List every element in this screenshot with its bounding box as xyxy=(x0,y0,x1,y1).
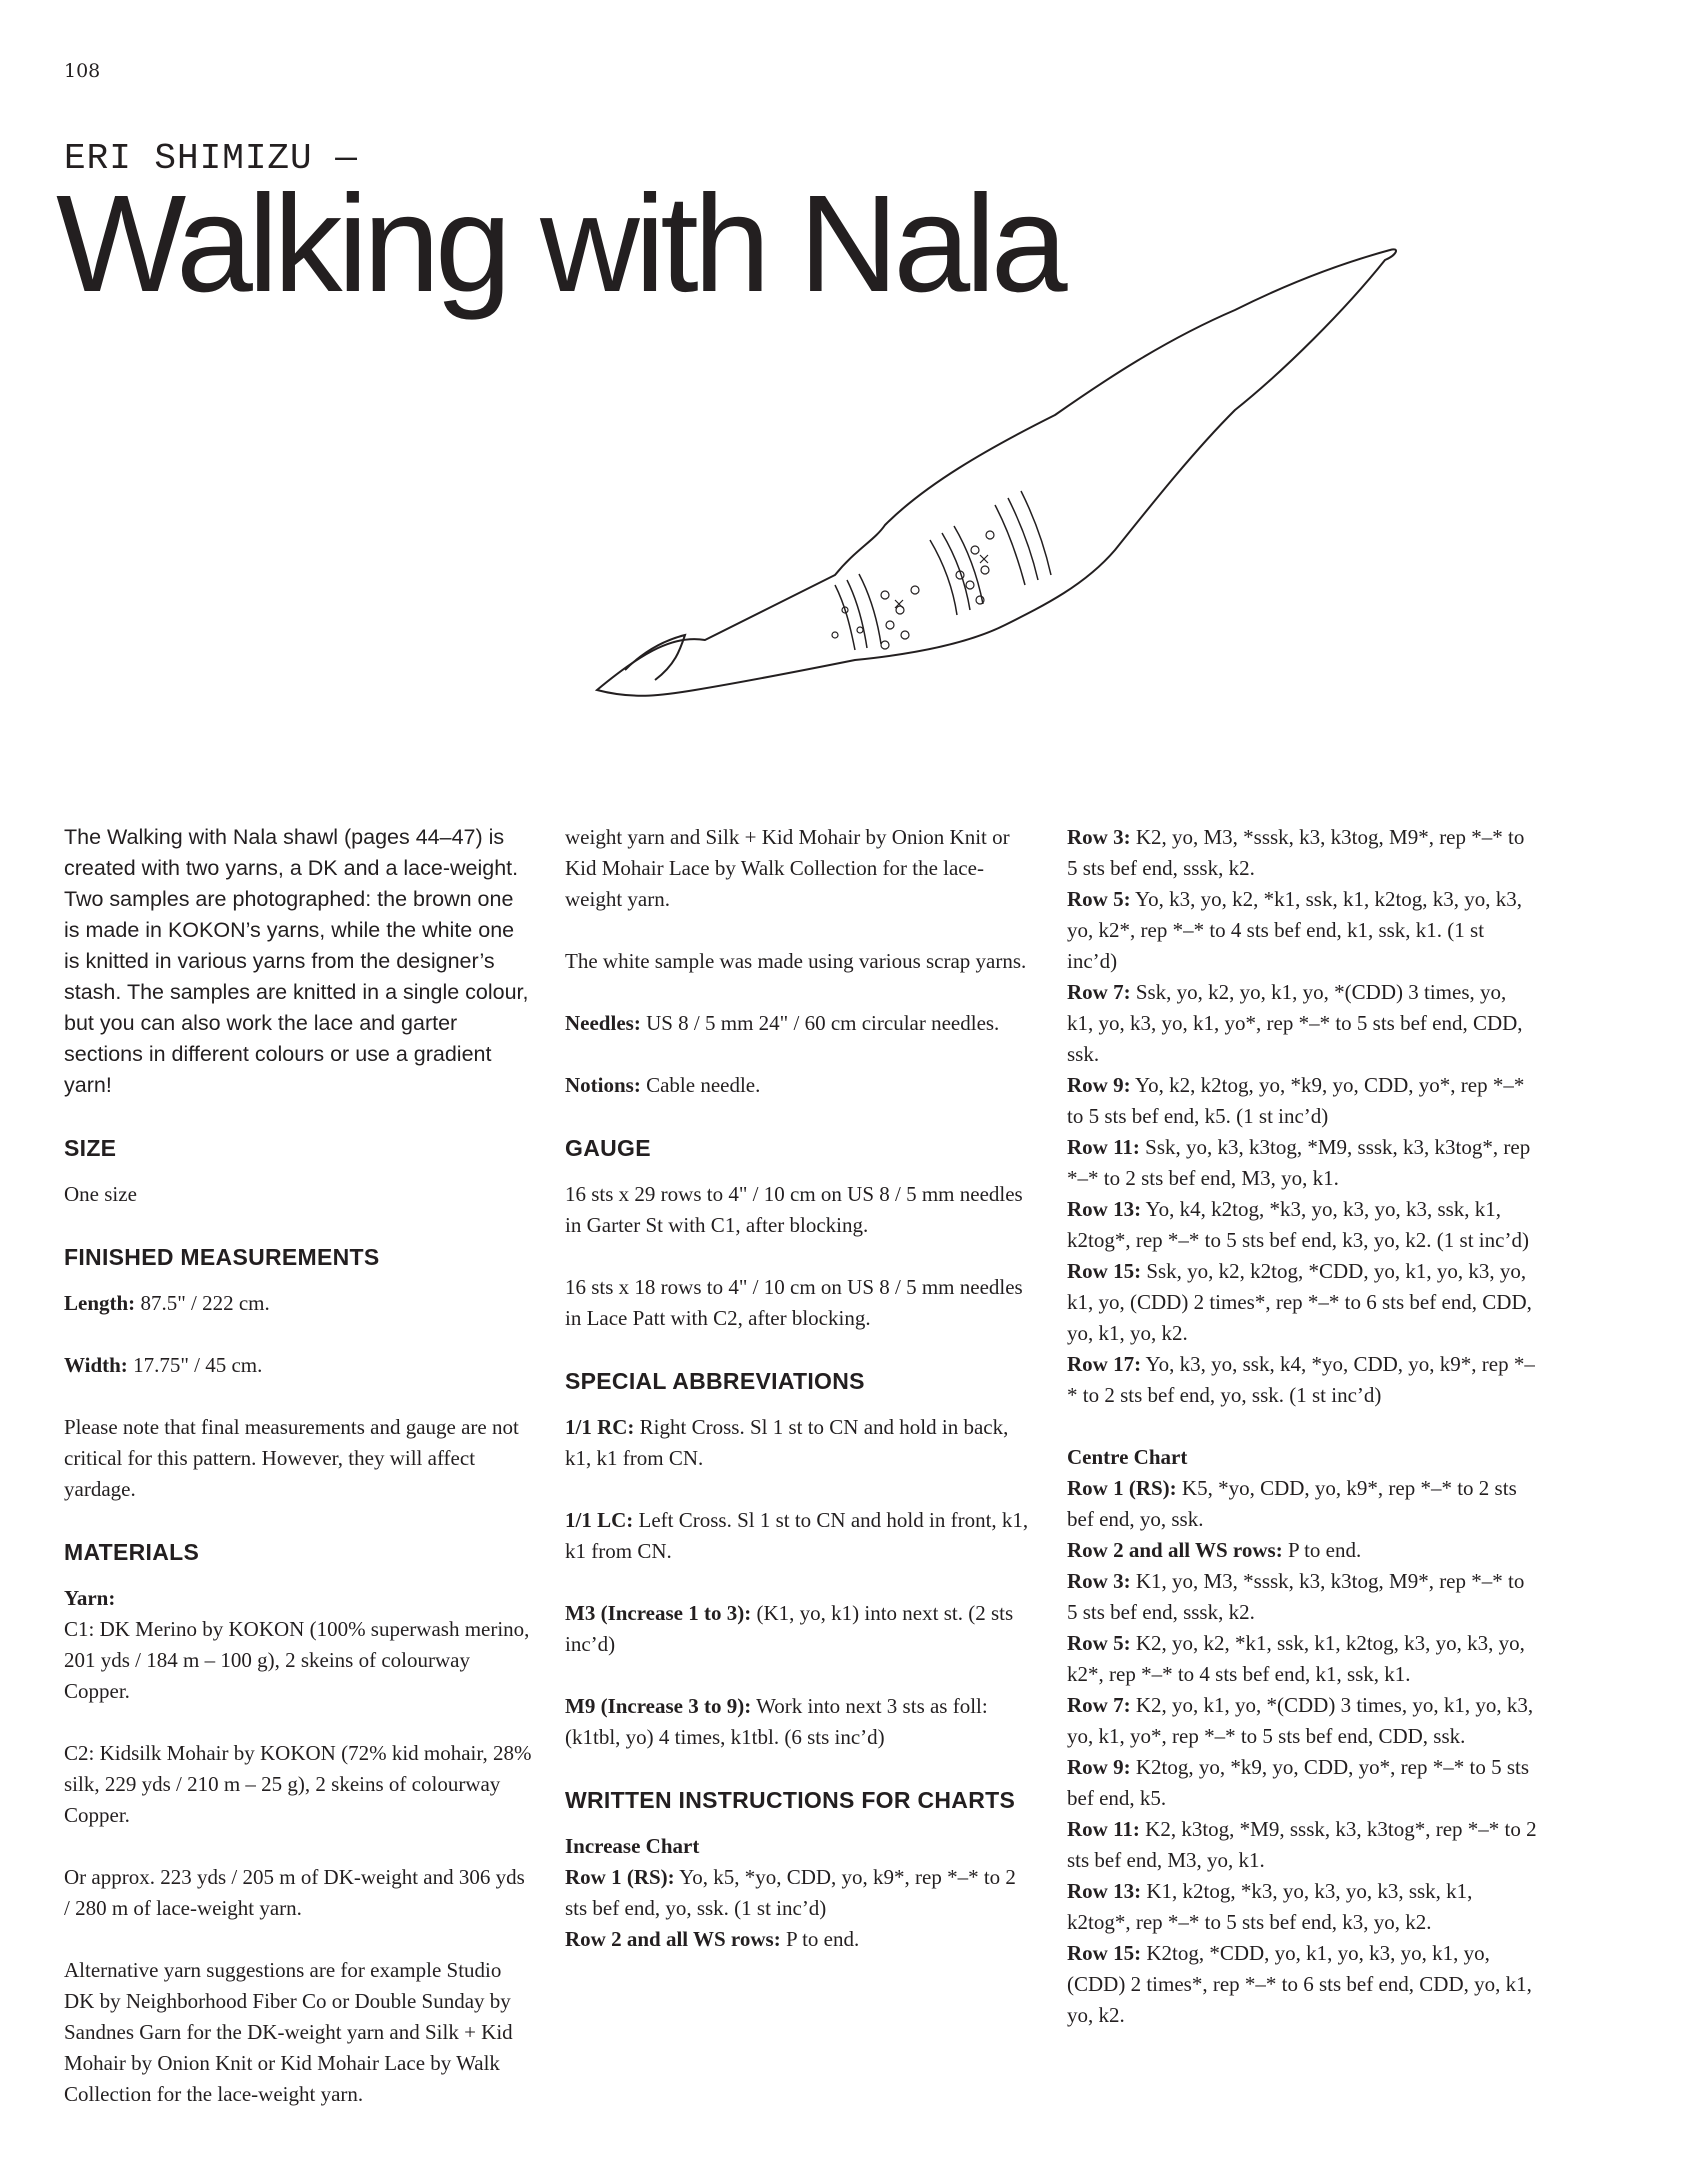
increase-row-1: Row 1 (RS): Yo, k5, *yo, CDD, yo, k9*, rep *–* to 2 sts bef end, yo, ssk. (1 st inc’d) xyxy=(565,1865,1016,1920)
gauge-heading: GAUGE xyxy=(565,1135,651,1161)
white-sample-note: The white sample was made using various scrap yarns. xyxy=(565,949,1027,973)
increase-row-9: Row 9: Yo, k2, k2tog, yo, *k9, yo, CDD, yo*, rep *–* to 5 sts bef end, k5. (1 st inc’d) xyxy=(1067,1073,1525,1128)
increase-row-17: Row 17: Yo, k3, yo, ssk, k4, *yo, CDD, yo, k9*, rep *–* to 2 sts bef end, yo, ssk. (1 st inc’d) xyxy=(1067,1352,1535,1407)
yarn-approx: Or approx. 223 yds / 205 m of DK-weight and 306 yds / 280 m of lace-weight yarn. xyxy=(64,1865,525,1920)
centre-row-1: Row 1 (RS): K5, *yo, CDD, yo, k9*, rep *–* to 2 sts bef end, yo, ssk. xyxy=(1067,1476,1517,1531)
length-line xyxy=(64,1288,534,1319)
abbr-lc: 1/1 LC: Left Cross. Sl 1 st to CN and hold in front, k1, k1 from CN. xyxy=(565,1508,1029,1563)
centre-row-9: Row 9: K2tog, yo, *k9, yo, CDD, yo*, rep *–* to 5 sts bef end, k5. xyxy=(1067,1755,1529,1810)
increase-row-15: Row 15: Ssk, yo, k2, k2tog, *CDD, yo, k1, yo, k3, yo, k1, yo, (CDD) 2 times*, rep *–* to 6 sts bef end, CDD, yo, k1, yo, k2. xyxy=(1067,1259,1532,1345)
page-number: 108 xyxy=(64,60,101,82)
increase-row-3: Row 3: K2, yo, M3, *sssk, k3, k3tog, M9*, rep *–* to 5 sts bef end, sssk, k2. xyxy=(1067,825,1525,880)
abbr-m9: M9 (Increase 3 to 9): Work into next 3 sts as foll: (k1tbl, yo) 4 times, k1tbl. (6 sts inc’d) xyxy=(565,1694,988,1749)
gauge-lace: 16 sts x 18 rows to 4" / 10 cm on US 8 / 5 mm needles in Lace Patt with C2, after blocking. xyxy=(565,1275,1023,1330)
centre-row-3: Row 3: K1, yo, M3, *sssk, k3, k3tog, M9*, rep *–* to 5 sts bef end, sssk, k2. xyxy=(1067,1569,1525,1624)
intro-paragraph: The Walking with Nala shawl (pages 44–47) is created with two yarns, a DK and a lace-weight. Two samples are photographed: the brown one is made in KOKON’s yarns, while the white one is knitted in various yarns from the designer’s stash. The samples are knitted in a single colour, but you can also work the lace and garter sections in different colours or use a gradient yarn! xyxy=(64,825,529,1097)
increase-row-7: Row 7: Ssk, yo, k2, yo, k1, yo, *(CDD) 3 times, yo, k1, yo, k3, yo, k1, yo*, rep *–* to 5 sts bef end, CDD, ssk. xyxy=(1067,980,1523,1066)
size-heading: SIZE xyxy=(64,1135,117,1161)
centre-chart-title: Centre Chart xyxy=(1067,1445,1188,1469)
increase-row-2: Row 2 and all WS rows: P to end. xyxy=(565,1927,860,1951)
size-text: One size xyxy=(64,1182,137,1206)
abbreviations-heading: SPECIAL ABBREVIATIONS xyxy=(565,1368,865,1394)
increase-chart-title: Increase Chart xyxy=(565,1834,700,1858)
gauge-garter: 16 sts x 29 rows to 4" / 10 cm on US 8 / 5 mm needles in Garter St with C1, after blocking. xyxy=(565,1182,1023,1237)
yarn-c2: C2: Kidsilk Mohair by KOKON (72% kid mohair, 28% silk, 229 yds / 210 m – 25 g), 2 skeins of colourway Copper. xyxy=(64,1741,532,1827)
increase-row-11: Row 11: Ssk, yo, k3, k3tog, *M9, sssk, k3, k3tog*, rep *–* to 2 sts bef end, M3, yo, k1. xyxy=(1067,1135,1531,1190)
abbr-m3: M3 (Increase 1 to 3): (K1, yo, k1) into next st. (2 sts inc’d) xyxy=(565,1601,1014,1656)
yarn-label: Yarn: xyxy=(64,1586,116,1610)
designer-name: ERI SHIMIZU — xyxy=(64,138,358,179)
column-2 xyxy=(565,822,1035,1955)
centre-row-13: Row 13: K1, k2tog, *k3, yo, k3, yo, k3, ssk, k1, k2tog*, rep *–* to 5 sts bef end, k3, yo, k2. xyxy=(1067,1879,1473,1934)
centre-row-11: Row 11: K2, k3tog, *M9, sssk, k3, k3tog*, rep *–* to 2 sts bef end, M3, yo, k1. xyxy=(1067,1817,1537,1872)
centre-row-5: Row 5: K2, yo, k2, *k1, ssk, k1, k2tog, k3, yo, k3, yo, k2*, rep *–* to 4 sts bef end, k1, ssk, k1. xyxy=(1067,1631,1525,1686)
yarn-c1: C1: DK Merino by KOKON (100% superwash merino, 201 yds / 184 m – 100 g), 2 skeins of colourway Copper. xyxy=(64,1617,530,1703)
column-1 xyxy=(64,822,534,2106)
written-instructions-heading: WRITTEN INSTRUCTIONS FOR CHARTS xyxy=(565,1787,1016,1813)
width-label: Width: xyxy=(64,1353,128,1377)
column-3 xyxy=(1067,822,1537,2031)
yarn-alternatives: Alternative yarn suggestions are for example Studio DK by Neighborhood Fiber Co or Double Sunday by Sandnes Garn for the DK-weight yarn and Silk + Kid Mohair by Onion Knit or Kid Mohair Lace by Walk Collection for the lace-weight yarn. xyxy=(64,1958,513,2106)
centre-row-7: Row 7: K2, yo, k1, yo, *(CDD) 3 times, yo, k1, yo, k3, yo, k1, yo*, rep *–* to 5 sts bef end, CDD, ssk. xyxy=(1067,1693,1534,1748)
increase-row-5: Row 5: Yo, k3, yo, k2, *k1, ssk, k1, k2tog, k3, yo, k3, yo, k2*, rep *–* to 4 sts bef end, k1, ssk, k1. (1 st inc’d) xyxy=(1067,887,1523,973)
length-label: Length: xyxy=(64,1291,136,1315)
shawl-line-drawing-icon xyxy=(585,250,1485,730)
yarn-alternatives-continued: weight yarn and Silk + Kid Mohair by Onion Knit or Kid Mohair Lace by Walk Collection for the lace-weight yarn. xyxy=(565,825,1010,911)
increase-row-13: Row 13: Yo, k4, k2tog, *k3, yo, k3, yo, k3, ssk, k1, k2tog*, rep *–* to 5 sts bef end, k3, yo, k2. (1 st inc’d) xyxy=(1067,1197,1529,1252)
materials-heading: MATERIALS xyxy=(64,1539,200,1565)
measurement-note: Please note that final measurements and gauge are not critical for this pattern. However, they will affect yardage. xyxy=(64,1415,519,1501)
finished-measurements-heading: FINISHED MEASUREMENTS xyxy=(64,1244,380,1270)
needles-line: Needles: US 8 / 5 mm 24" / 60 cm circular needles. xyxy=(565,1011,1000,1035)
length-value: 87.5" / 222 cm. xyxy=(135,1291,270,1315)
width-value: 17.75" / 45 cm. xyxy=(127,1353,263,1377)
notions-line: Notions: Cable needle. xyxy=(565,1073,761,1097)
abbr-rc: 1/1 RC: Right Cross. Sl 1 st to CN and hold in back, k1, k1 from CN. xyxy=(565,1415,1009,1470)
centre-row-2: Row 2 and all WS rows: P to end. xyxy=(1067,1538,1362,1562)
centre-row-15: Row 15: K2tog, *CDD, yo, k1, yo, k3, yo, k1, yo, (CDD) 2 times*, rep *–* to 6 sts bef end, CDD, yo, k1, yo, k2. xyxy=(1067,1941,1532,2027)
pattern-title: Walking with Nala xyxy=(56,167,1063,321)
width-line xyxy=(64,1350,534,1381)
